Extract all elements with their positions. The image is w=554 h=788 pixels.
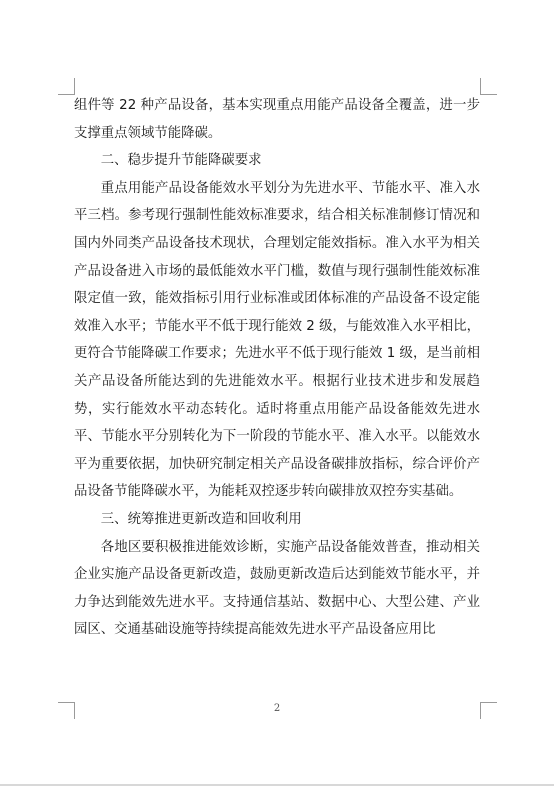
section-heading-3: 三、统筹推进更新改造和回收利用 (100, 511, 302, 527)
page-number: 2 (273, 703, 281, 714)
crop-mark-top-right (480, 78, 497, 95)
section-heading-2: 二、稳步提升节能降碳要求 (100, 153, 262, 169)
paragraph-renovation: 各地区要积极推进能效诊断，实施产品设备能效普查，推动相关企业实施产品设备更新改造，鼓励更新改造后达到能效节能水平，并力争达到能效先进水平。支持通信基站、数据中心、大型公建、产业园区、交通基础设施等持续提高能效先进水平产品设备应用比 (74, 539, 480, 638)
page-bottom-edge (0, 784, 554, 786)
document-body (74, 92, 480, 644)
crop-mark-top-left (58, 78, 75, 95)
paragraph-continuation: 组件等 22 种产品设备，基本实现重点用能产品设备全覆盖，进一步支撑重点领域节能降碳。 (74, 98, 480, 141)
paragraph-efficiency-levels: 重点用能产品设备能效水平划分为先进水平、节能水平、准入水平三档。参考现行强制性能效标准要求，结合相关标准制修订情况和国内外同类产品设备技术现状，合理划定能效指标。准入水平为相关产品设备进入市场的最低能效水平门槛，数值与现行强制性能效标准限定值一致，能效指标引用行业标准或团体标准的产品设备不设定能效准入水平；节能水平不低于现行能效 2 级，与能效准入水平相比，更符合节能降碳工作要求；先进水平不低于现行能效 1 级，是当前相关产品设备所能达到的先进能效水平。根据行业技术进步和发展趋势，实行能效水平动态转化。适时将重点用能产品设备能效先进水平、节能水平分别转化为下一阶段的节能水平、准入水平。以能效水平为重要依据，加快研究制定相关产品设备碳排放指标，综合评价产品设备节能降碳水平，为能耗双控逐步转向碳排放双控夯实基础。 (74, 180, 480, 500)
